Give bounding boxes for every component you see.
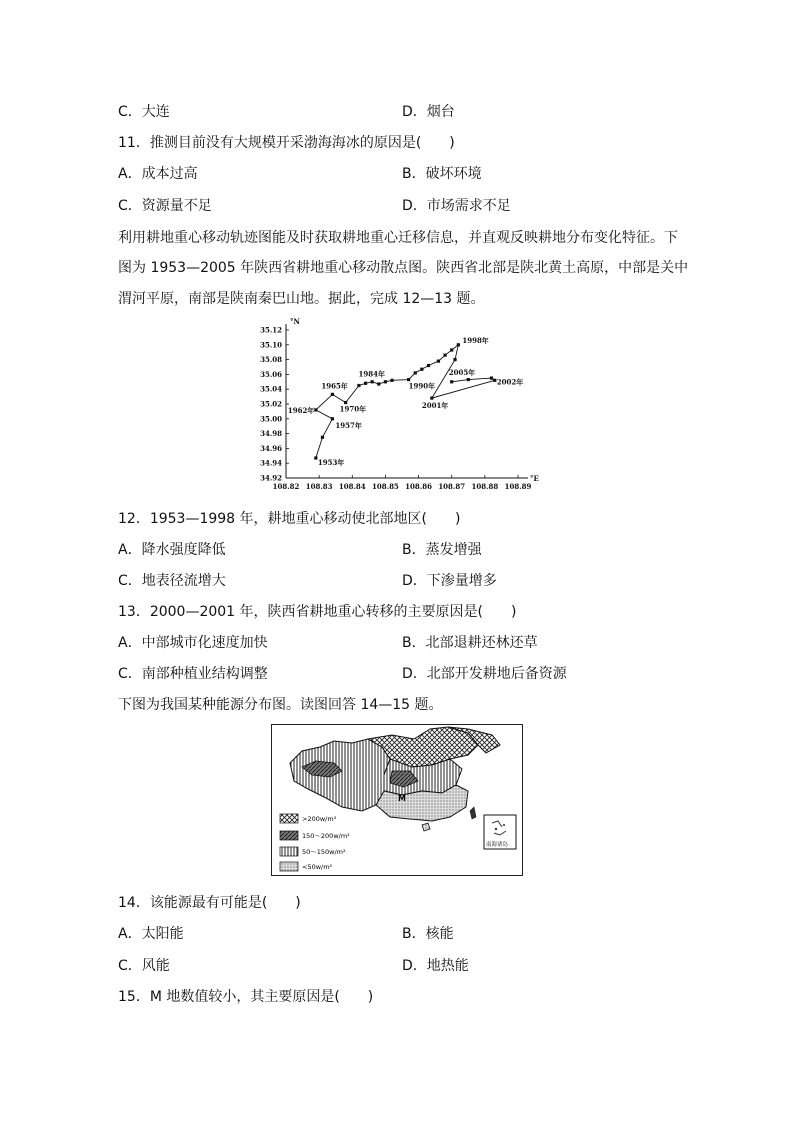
energy-distribution-map xyxy=(271,724,523,876)
data-point xyxy=(364,382,367,385)
y-tick-label: 35.12 xyxy=(260,325,282,335)
x-tick-label: 108.87 xyxy=(438,482,466,491)
q14-option-c: C．风能 xyxy=(118,958,170,974)
data-point xyxy=(430,396,433,399)
q11-option-b: B．破坏环境 xyxy=(402,166,482,182)
data-point xyxy=(450,380,453,383)
intro-12-line-2: 图为 1953—2005 年陕西省耕地重心移动散点图。陕西省北部是陕北黄土高原，中部是关中 xyxy=(118,260,689,276)
x-tick-label: 108.86 xyxy=(405,482,432,491)
data-point xyxy=(390,379,393,382)
x-tick-label: 108.88 xyxy=(471,482,499,491)
q13-option-c: C．南部种植业结构调整 xyxy=(118,666,268,682)
q13-option-b: B．北部退耕还林还草 xyxy=(402,635,538,651)
point-label: 1965年 xyxy=(321,381,348,391)
point-label: 1953年 xyxy=(317,458,345,468)
data-point xyxy=(331,393,334,396)
q11-option-c: C．资源量不足 xyxy=(118,198,212,214)
data-point xyxy=(490,377,493,380)
data-point xyxy=(467,378,470,381)
data-point xyxy=(453,358,456,361)
q12-option-a: A．降水强度降低 xyxy=(118,542,226,558)
south-sea-inset xyxy=(484,815,516,849)
y-tick-label: 34.92 xyxy=(260,473,282,483)
x-axis-unit: °E xyxy=(530,474,539,483)
point-label: 1984年 xyxy=(358,369,386,379)
data-point xyxy=(377,382,380,385)
x-tick-label: 108.85 xyxy=(372,482,399,491)
q12-option-c: C．地表径流增大 xyxy=(118,573,226,589)
q14-option-d: D．地热能 xyxy=(402,958,469,974)
x-tick-label: 108.83 xyxy=(305,482,333,491)
legend-label-1: >200w/m² xyxy=(302,815,337,823)
y-tick-label: 35.02 xyxy=(260,399,282,409)
data-point xyxy=(437,359,440,362)
q15-stem: 15．M 地数值较小，其主要原因是( ) xyxy=(118,989,374,1005)
data-point xyxy=(321,436,324,439)
data-point xyxy=(371,380,374,383)
intro-12-line-3: 渭河平原，南部是陕南秦巴山地。据此，完成 12—13 题。 xyxy=(118,291,485,307)
point-label: 2002年 xyxy=(496,377,524,387)
q13-option-a: A．中部城市化速度加快 xyxy=(118,635,268,651)
data-point xyxy=(314,408,317,411)
x-tick-label: 108.89 xyxy=(504,482,532,491)
y-tick-label: 35.08 xyxy=(260,355,282,365)
q13-option-d: D．北部开发耕地后备资源 xyxy=(402,666,567,682)
q12-option-b: B．蒸发增强 xyxy=(402,542,482,558)
point-label: 1962年 xyxy=(287,405,315,415)
data-point xyxy=(331,417,334,420)
y-tick-label: 35.00 xyxy=(260,414,282,424)
data-point xyxy=(357,384,360,387)
q12-option-d: D．下渗量增多 xyxy=(402,573,497,589)
data-point xyxy=(420,368,423,371)
map-label-m: M xyxy=(398,794,406,803)
chart-svg xyxy=(248,314,548,496)
y-tick-label: 34.96 xyxy=(260,443,282,453)
point-label: 1957年 xyxy=(335,420,362,430)
data-point xyxy=(450,348,453,351)
region-west-vertical xyxy=(290,739,390,811)
legend-swatch-2 xyxy=(280,831,298,840)
x-tick-label: 108.84 xyxy=(338,482,366,491)
y-tick-label: 35.04 xyxy=(260,384,282,394)
y-axis-unit: °N xyxy=(290,317,300,326)
q10-option-d: D．烟台 xyxy=(402,104,455,120)
y-tick-label: 34.98 xyxy=(260,429,282,439)
centroid-trajectory-line xyxy=(316,345,495,458)
y-tick-label: 34.94 xyxy=(260,458,282,468)
legend-label-3: 50～150w/m² xyxy=(302,848,346,856)
q14-option-b: B．核能 xyxy=(402,926,454,942)
legend-swatch-3 xyxy=(280,847,298,856)
taiwan-island xyxy=(470,807,476,819)
map-legend xyxy=(280,814,350,871)
x-tick-label: 108.82 xyxy=(272,482,300,491)
data-point xyxy=(427,364,430,367)
intro-12-line-1: 利用耕地重心移动轨迹图能及时获取耕地重心迁移信息，并直观反映耕地分布变化特征。下 xyxy=(118,230,678,246)
point-label: 2005年 xyxy=(448,367,476,377)
data-point xyxy=(457,343,460,346)
legend-label-2: 150～200w/m² xyxy=(302,832,350,840)
data-point xyxy=(443,354,446,357)
point-label: 1998年 xyxy=(462,335,489,345)
cropland-centroid-chart xyxy=(248,314,548,496)
q14-option-a: A．太阳能 xyxy=(118,926,184,942)
y-tick-label: 35.10 xyxy=(260,340,282,350)
q11-stem: 11．推测目前没有大规模开采渤海海冰的原因是( ) xyxy=(118,135,455,151)
data-point xyxy=(414,371,417,374)
q11-option-a: A．成本过高 xyxy=(118,166,198,182)
q13-stem: 13．2000—2001 年，陕西省耕地重心转移的主要原因是( ) xyxy=(118,604,517,620)
point-label: 1970年 xyxy=(339,404,367,414)
hainan-island xyxy=(422,823,430,831)
q10-option-c: C．大连 xyxy=(118,104,170,120)
legend-swatch-1 xyxy=(280,814,298,823)
point-label: 2001年 xyxy=(421,401,449,411)
legend-label-4: <50w/m² xyxy=(302,863,333,871)
legend-swatch-4 xyxy=(280,862,298,871)
intro-14: 下图为我国某种能源分布图。读图回答 14—15 题。 xyxy=(118,697,443,713)
data-point xyxy=(384,380,387,383)
y-tick-label: 35.06 xyxy=(260,369,282,379)
q14-stem: 14．该能源最有可能是( ) xyxy=(118,895,301,911)
q12-stem: 12．1953—1998 年，耕地重心移动使北部地区( ) xyxy=(118,511,461,527)
q11-option-d: D．市场需求不足 xyxy=(402,198,511,214)
inset-label: 南海诸岛 xyxy=(486,842,509,848)
map-svg xyxy=(272,725,522,875)
point-label: 1990年 xyxy=(408,381,436,391)
